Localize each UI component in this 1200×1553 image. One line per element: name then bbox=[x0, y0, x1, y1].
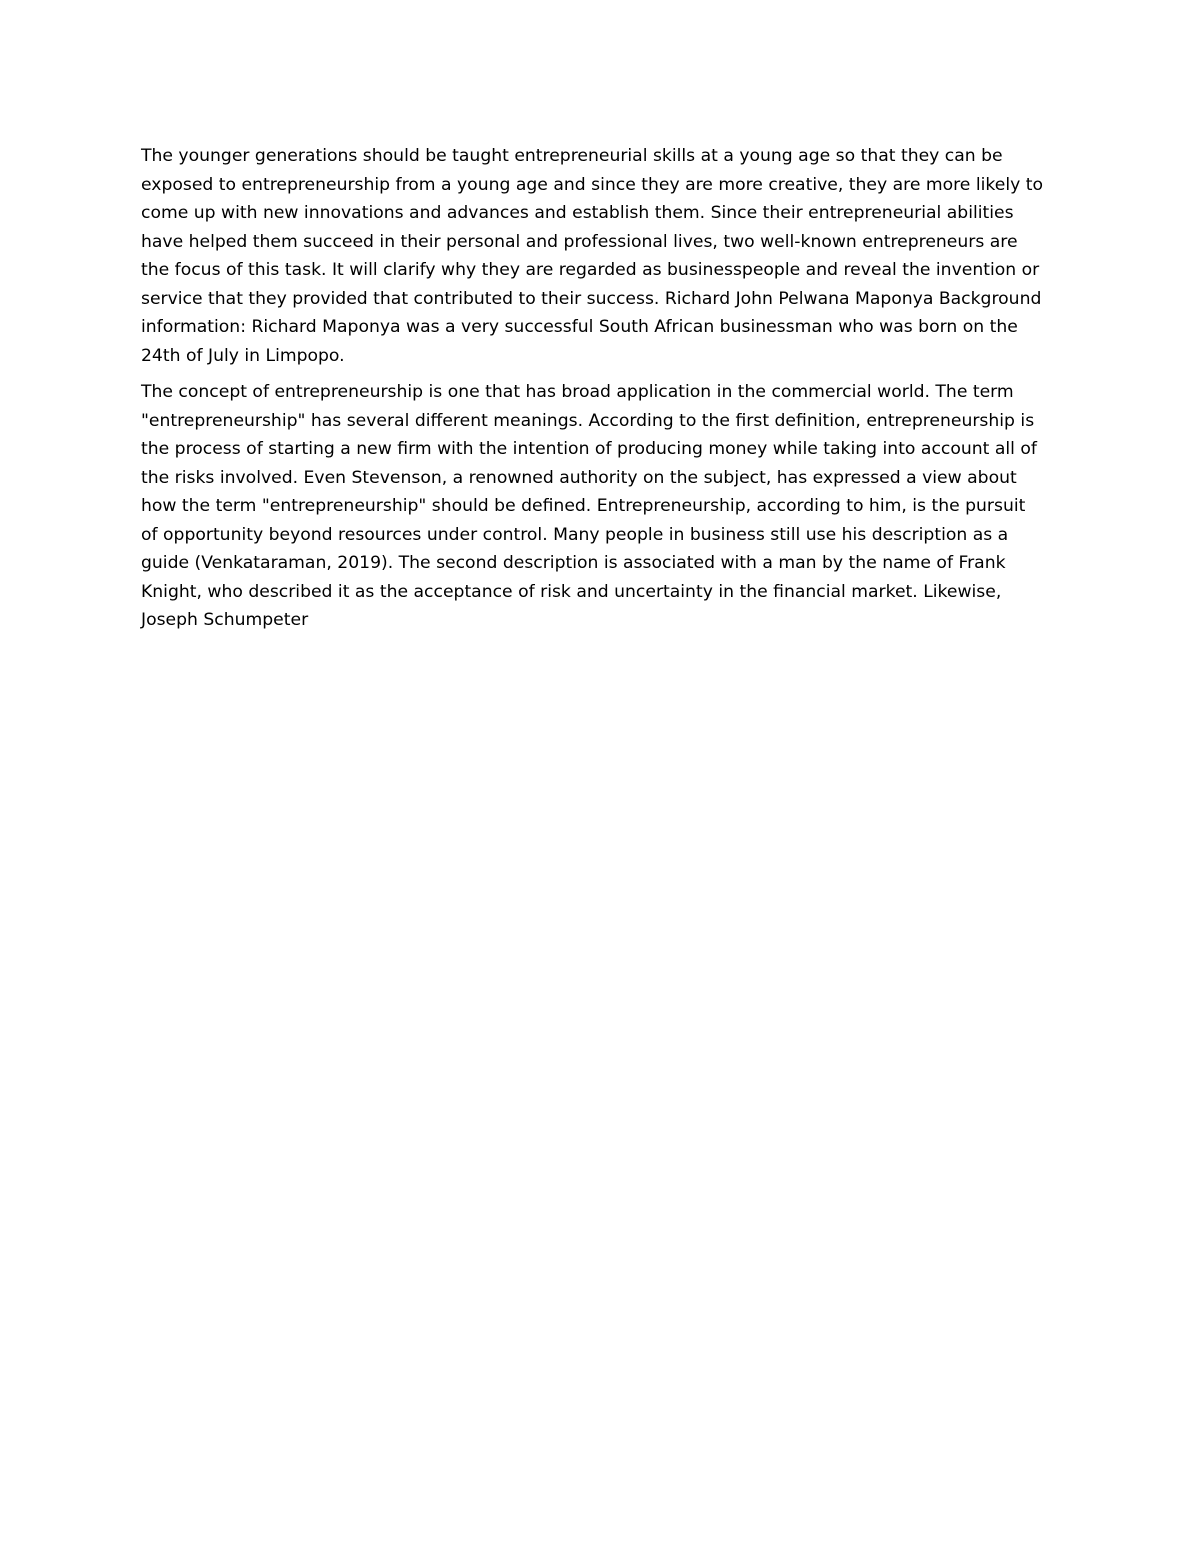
paragraph-line: information: Richard Maponya was a very successful South African businessman who was born on the bbox=[141, 317, 1018, 337]
paragraph-line: have helped them succeed in their personal and professional lives, two well-known entrepreneurs are bbox=[141, 231, 1018, 252]
paragraph-line: The younger generations should be taught entrepreneurial skills at a young age so that they can be bbox=[141, 146, 1003, 166]
paragraph-line: how the term "entrepreneurship" should be defined. Entrepreneurship, according to him, is the pursuit bbox=[141, 496, 1026, 516]
paragraph-line: the process of starting a new firm with the intention of producing money while taking into account all of bbox=[141, 439, 1037, 459]
paragraph-line: service that they provided that contributed to their success. Richard John Pelwana Maponya Background bbox=[141, 288, 1042, 309]
paragraph-line: 24th of July in Limpopo. bbox=[141, 345, 345, 366]
paragraph-line: Joseph Schumpeter bbox=[141, 610, 309, 630]
paragraph-1 bbox=[141, 142, 1061, 370]
paragraph-line: The concept of entrepreneurship is one that has broad application in the commercial world. The term bbox=[141, 382, 1014, 402]
paragraph-line: the focus of this task. It will clarify why they are regarded as businesspeople and reveal the invention or bbox=[141, 260, 1040, 280]
paragraph-line: guide (Venkataraman, 2019). The second description is associated with a man by the name of Frank bbox=[141, 553, 1006, 573]
paragraph-line: Knight, who described it as the acceptance of risk and uncertainty in the financial market. Likewise, bbox=[141, 581, 1002, 602]
paragraph-line: of opportunity beyond resources under control. Many people in business still use his description as a bbox=[141, 524, 1009, 545]
paragraph-2 bbox=[141, 378, 1061, 635]
paragraph-line: exposed to entrepreneurship from a young age and since they are more creative, they are more likely to bbox=[141, 174, 1043, 195]
paragraph-line: the risks involved. Even Stevenson, a renowned authority on the subject, has expressed a view about bbox=[141, 467, 1017, 488]
paragraph-line: come up with new innovations and advances and establish them. Since their entrepreneurial abilities bbox=[141, 203, 1014, 223]
document-body bbox=[141, 142, 1061, 643]
paragraph-line: "entrepreneurship" has several different meanings. According to the first definition, entrepreneurship is bbox=[141, 410, 1035, 431]
